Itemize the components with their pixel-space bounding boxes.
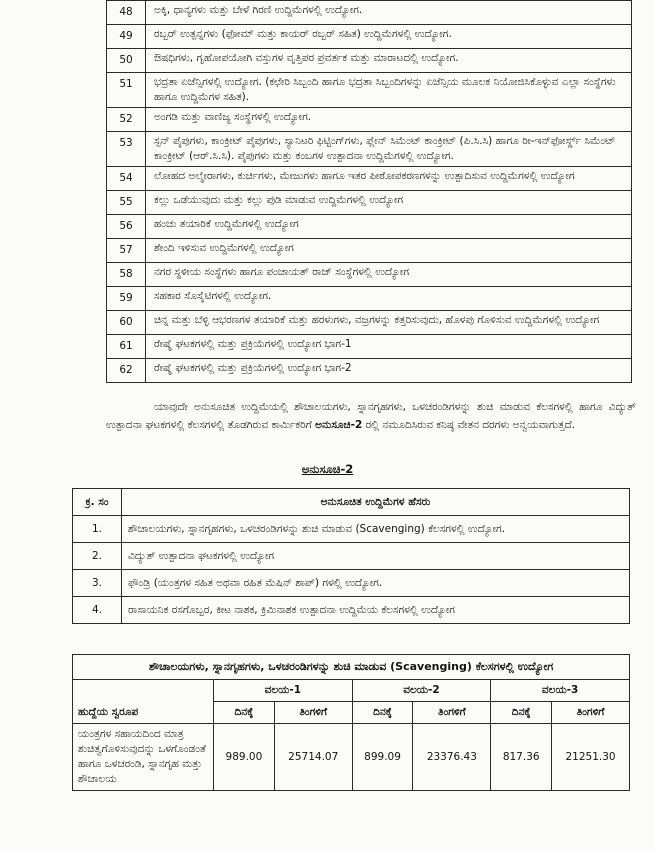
industry-name: ನಗರ ಸ್ಥಳೀಯ ಸಂಸ್ಥೆಗಳು ಹಾಗೂ ಪಂಚಾಯತ್ ರಾಜ್ ಸಂಸ್ಥೆಗಳಲ್ಲಿ ಉದ್ಯೋಗ <box>146 263 632 287</box>
industry-name: ಸಹಕಾರ ಸೊಸೈಟಿಗಳಲ್ಲಿ ಉದ್ಯೋಗ. <box>146 287 632 311</box>
schedule-header-row <box>73 489 630 516</box>
industry-name: ರೇಷ್ಮೆ ಘಟಕಗಳಲ್ಲಿ ಮತ್ತು ಪ್ರಕ್ರಿಯೆಗಳಲ್ಲಿ ಉದ್ಯೋಗ ಭಾಗ-1 <box>146 335 632 359</box>
industry-number: 60 <box>107 311 146 335</box>
zone-2: ವಲಯ-2 <box>352 680 491 702</box>
industry-number: 58 <box>107 263 146 287</box>
industry-name: ಶೇಂದಿ ಇಳಿಸುವ ಉದ್ದಿಮೆಗಳಲ್ಲಿ ಉದ್ಯೋಗ <box>146 239 632 263</box>
industry-number: 59 <box>107 287 146 311</box>
zone2-month-wage: 23376.43 <box>413 724 491 791</box>
industry-row <box>107 263 632 287</box>
industry-row <box>107 311 632 335</box>
wage-zone-row <box>73 680 630 702</box>
industry-row <box>107 132 632 167</box>
industry-number: 62 <box>107 359 146 383</box>
zone3-per-day: ದಿನಕ್ಕೆ <box>491 702 552 724</box>
applicability-paragraph <box>106 398 636 434</box>
schedule-name: ವಿದ್ಯುತ್ ಉತ್ಪಾದನಾ ಘಟಕಗಳಲ್ಲಿ ಉದ್ಯೋಗ <box>122 543 630 570</box>
industry-row <box>107 49 632 73</box>
zone1-per-day: ದಿನಕ್ಕೆ <box>214 702 275 724</box>
work-label: ಹುದ್ದೆಯ ಸ್ವರೂಪ <box>73 680 214 724</box>
schedule-name: ರಾಸಾಯನಿಕ ರಸಗೊಬ್ಬರ, ಕೀಟ ನಾಶಕ, ಕ್ರಿಮಿನಾಶಕ ಉತ್ಪಾದನಾ ಉದ್ದಿಮೆಯ ಕೆಲಸಗಳಲ್ಲಿ ಉದ್ಯೋಗ <box>122 597 630 624</box>
work-description: ಯಂತ್ರಗಳ ಸಹಾಯದಿಂದ ಮಾತ್ರ ಶುಚಿತ್ವಗೊಳಿಸುವುದನ್ನು ಒಳಗೊಂಡಂತೆ ಹಾಗೂ ಒಳಚರಂಡಿ, ಸ್ನಾನಗೃಹ ಮತ್ತು ಶೌಚಾಲಯ <box>73 724 214 791</box>
industry-number: 55 <box>107 191 146 215</box>
wage-title: ಶೌಚಾಲಯಗಳು, ಸ್ನಾನಗೃಹಗಳು, ಒಳಚರಂಡಿಗಳನ್ನು ಶುಚಿ ಮಾಡುವ (Scavenging) ಕೆಲಸಗಳಲ್ಲಿ ಉದ್ಯೋಗ <box>73 655 630 680</box>
zone2-day-wage: 899.09 <box>352 724 413 791</box>
industry-row <box>107 287 632 311</box>
industry-number: 51 <box>107 73 146 108</box>
industry-name: ಕಲ್ಲು ಒಡೆಯುವುದು ಮತ್ತು ಕಲ್ಲು ಪುಡಿ ಮಾಡುವ ಉದ್ದಿಮೆಗಳಲ್ಲಿ ಉದ್ಯೋಗ <box>146 191 632 215</box>
industry-name: ಅಂಗಡಿ ಮತ್ತು ವಾಣಿಜ್ಯ ಸಂಸ್ಥೆಗಳಲ್ಲಿ ಉದ್ಯೋಗ. <box>146 108 632 132</box>
zone1-day-wage: 989.00 <box>214 724 275 791</box>
industry-row <box>107 335 632 359</box>
col-sl-header: ಕ್ರ. ಸಂ <box>73 489 122 516</box>
schedule-row <box>73 543 630 570</box>
industry-row <box>107 108 632 132</box>
zone3-per-month: ತಿಂಗಳಿಗೆ <box>552 702 630 724</box>
industry-row <box>107 1 632 25</box>
industry-row <box>107 239 632 263</box>
zone3-month-wage: 21251.30 <box>552 724 630 791</box>
schedule-table <box>72 488 630 624</box>
industry-number: 54 <box>107 167 146 191</box>
industry-name: ಹಂಚು ತಯಾರಿಕೆ ಉದ್ದಿಮೆಗಳಲ್ಲಿ ಉದ್ಯೋಗ <box>146 215 632 239</box>
industry-row <box>107 25 632 49</box>
schedule-heading: ಅನುಸೂಚಿ-2 <box>301 462 354 476</box>
industry-name: ರಬ್ಬರ್ ಉತ್ಪನ್ನಗಳು (ಫೋಮ್ ಮತ್ತು ಕಾಯರ್ ರಬ್ಬರ್ ಸಹಿತ) ಉದ್ದಿಮೆಗಳಲ್ಲಿ ಉದ್ಯೋಗ. <box>146 25 632 49</box>
zone2-per-month: ತಿಂಗಳಿಗೆ <box>413 702 491 724</box>
schedule-number: 2. <box>73 543 122 570</box>
paragraph-text-end: ರಲ್ಲಿ ನಮೂದಿಸಿರುವ ಕನಿಷ್ಠ ವೇತನ ದರಗಳು ಅನ್ವಯವಾಗುತ್ತದೆ. <box>365 419 575 431</box>
industry-name: ರೇಷ್ಮೆ ಘಟಕಗಳಲ್ಲಿ ಮತ್ತು ಪ್ರಕ್ರಿಯೆಗಳಲ್ಲಿ ಉದ್ಯೋಗ ಭಾಗ-2 <box>146 359 632 383</box>
industry-row <box>107 73 632 108</box>
schedule-number: 4. <box>73 597 122 624</box>
zone-1: ವಲಯ-1 <box>214 680 353 702</box>
zone1-per-month: ತಿಂಗಳಿಗೆ <box>274 702 352 724</box>
industry-name: ಲೋಹದ ಅಲ್ಮೇರಾಗಳು, ಕುರ್ಚಿಗಳು, ಮೇಜುಗಳು ಹಾಗೂ ಇತರ ಪೀಠೋಪಕರಣಗಳನ್ನು ಉತ್ಪಾದಿಸುವ ಉದ್ದಿಮೆಗಳಲ್ಲಿ ಉದ್ಯೋಗ <box>146 167 632 191</box>
industry-row <box>107 215 632 239</box>
industry-number: 48 <box>107 1 146 25</box>
wage-title-row <box>73 655 630 680</box>
industry-name: ಅಕ್ಕಿ, ಧಾನ್ಯಗಳು ಮತ್ತು ಬೇಳೆ ಗಿರಣಿ ಉದ್ದಿಮೆಗಳಲ್ಲಿ ಉದ್ಯೋಗ. <box>146 1 632 25</box>
schedule-name: ಫೌಂಡ್ರಿ (ಯಂತ್ರಗಳ ಸಹಿತ ಅಥವಾ ರಹಿತ ಮೆಷಿನ್ ಶಾಪ್) ಗಳಲ್ಲಿ ಉದ್ಯೋಗ. <box>122 570 630 597</box>
schedule-number: 1. <box>73 516 122 543</box>
schedule-row <box>73 516 630 543</box>
industry-name: ಸ್ಪನ್ ಪೈಪುಗಳು, ಕಾಂಕ್ರೀಟ್ ಪೈಪುಗಳು, ಸ್ಯಾನಿಟರಿ ಫಿಟ್ಟಿಂಗ್‌ಗಳು, ಪ್ಲೇನ್ ಸಿಮೆಂಟ್ ಕಾಂಕ್ರೀಟ್ (ಪಿ.ಸಿ.ಸಿ) ಹಾಗೂ ರೀ-ಇನ್‌ಫೋರ್ಸ್ಡ್ ಸಿಮೆಂಟ್ ಕಾಂಕ್ರೀಟ್ (ಆರ್.ಸಿ.ಸಿ). ಪೈಪುಗಳು ಮತ್ತು ಕಂಬಗಳ ಉತ್ಪಾದನಾ ಉದ್ದಿಮೆಗಳಲ್ಲಿ ಉದ್ಯೋಗ. <box>146 132 632 167</box>
industry-name: ಭದ್ರತಾ ಏಜೆನ್ಸಿಗಳಲ್ಲಿ ಉದ್ಯೋಗ. (ಕಛೇರಿ ಸಿಬ್ಬಂದಿ ಹಾಗೂ ಭದ್ರತಾ ಸಿಬ್ಬಂದಿಗಳನ್ನು ಏಜೆನ್ಸಿಯ ಮೂಲಕ ನಿಯೋಜಿಸಿಕೊಳ್ಳುವ ಎಲ್ಲಾ ಸಂಸ್ಥೆಗಳು ಹಾಗೂ ಉದ್ದಿಮೆಗಳ ಸಹಿತ). <box>146 73 632 108</box>
industry-name: ಚಿನ್ನ ಮತ್ತು ಬೆಳ್ಳಿ ಆಭರಣಗಳ ತಯಾರಿಕೆ ಮತ್ತು ಹರಳುಗಳು, ವಜ್ರಗಳನ್ನು ಕತ್ತರಿಸುವುದು, ಹೊಳಪು ಗೊಳಿಸುವ ಉದ್ದಿಮೆಗಳಲ್ಲಿ ಉದ್ಯೋಗ <box>146 311 632 335</box>
industry-number: 56 <box>107 215 146 239</box>
schedule-row <box>73 570 630 597</box>
zone3-day-wage: 817.36 <box>491 724 552 791</box>
industry-number: 50 <box>107 49 146 73</box>
schedule-row <box>73 597 630 624</box>
industry-number: 49 <box>107 25 146 49</box>
industry-number: 57 <box>107 239 146 263</box>
zone-3: ವಲಯ-3 <box>491 680 630 702</box>
industry-number: 61 <box>107 335 146 359</box>
industry-number: 52 <box>107 108 146 132</box>
schedule-name: ಶೌಚಾಲಯಗಳು, ಸ್ನಾನಗೃಹಗಳು, ಒಳಚರಂಡಿಗಳನ್ನು ಶುಚಿ ಮಾಡುವ (Scavenging) ಕೆಲಸಗಳಲ್ಲಿ ಉದ್ಯೋಗ. <box>122 516 630 543</box>
zone1-month-wage: 25714.07 <box>274 724 352 791</box>
zone2-per-day: ದಿನಕ್ಕೆ <box>352 702 413 724</box>
paragraph-bold: ಅನುಸೂಚಿ-2 <box>315 419 363 431</box>
industry-row <box>107 359 632 383</box>
industry-name: ಔಷಧಿಗಳು, ಗೃಹೋಪಯೋಗಿ ವಸ್ತುಗಳ ವೃತ್ತಿಪರ ಪ್ರವರ್ತಕ ಮತ್ತು ಮಾರಾಟದಲ್ಲಿ ಉದ್ಯೋಗ. <box>146 49 632 73</box>
col-name-header: ಅನುಸೂಚಿತ ಉದ್ದಿಮೆಗಳ ಹೆಸರು <box>122 489 630 516</box>
industries-table <box>106 0 632 383</box>
industry-row <box>107 191 632 215</box>
schedule-number: 3. <box>73 570 122 597</box>
industry-row <box>107 167 632 191</box>
industry-number: 53 <box>107 132 146 167</box>
paragraph-text: ಯಾವುದೇ ಅನುಸೂಚಿತ ಉದ್ದಿಮೆಯಲ್ಲಿ ಶೌಚಾಲಯಗಳು, ಸ್ನಾನಗೃಹಗಳು, ಒಳಚರಂಡಿಗಳನ್ನು ಶುಚಿ ಮಾಡುವ ಕೆಲಸಗಳಲ್ಲಿ ಹಾಗೂ ವಿದ್ಯುತ್ ಉತ್ಪಾದನಾ ಘಟಕಗಳಲ್ಲಿ ಕೆಲಸಗಳಲ್ಲಿ ತೊಡಗಿರುವ ಕಾರ್ಮಿಕರಿಗೆ <box>106 401 636 431</box>
wage-value-row <box>73 724 630 791</box>
wage-table <box>72 654 630 791</box>
